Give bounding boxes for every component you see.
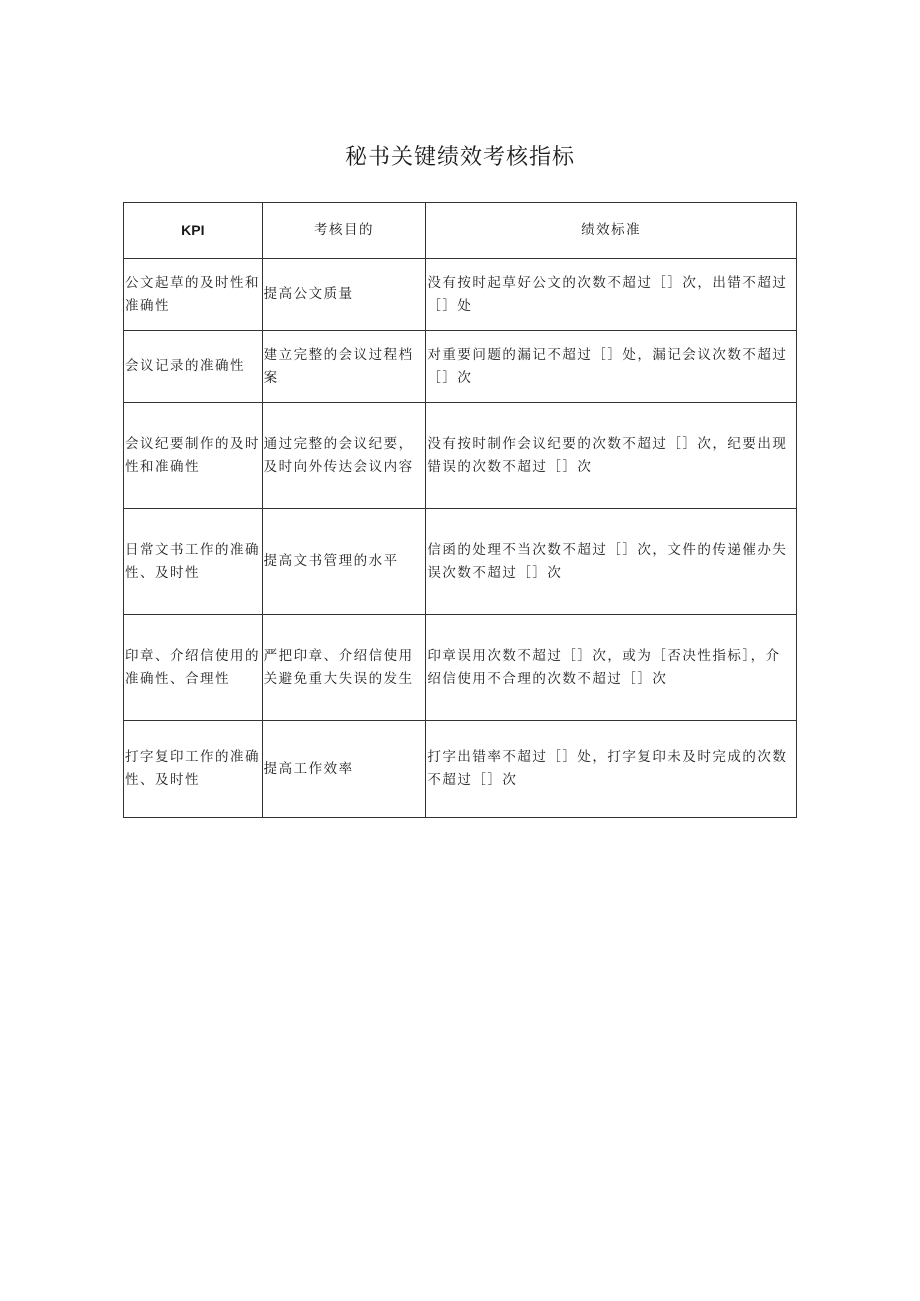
standard-cell: 没有按时制作会议纪要的次数不超过［］次，纪要出现错误的次数不超过［］次 xyxy=(426,403,797,509)
kpi-cell: 会议记录的准确性 xyxy=(124,331,263,403)
table-row xyxy=(124,331,797,403)
standard-cell: 信函的处理不当次数不超过［］次，文件的传递催办失误次数不超过［］次 xyxy=(426,509,797,615)
standard-cell: 没有按时起草好公文的次数不超过［］次，出错不超过［］处 xyxy=(426,259,797,331)
header-kpi: KPI xyxy=(124,203,263,259)
kpi-cell: 公文起草的及时性和准确性 xyxy=(124,259,263,331)
purpose-cell: 建立完整的会议过程档案 xyxy=(262,331,426,403)
header-purpose: 考核目的 xyxy=(262,203,426,259)
purpose-cell: 提高文书管理的水平 xyxy=(262,509,426,615)
standard-cell: 对重要问题的漏记不超过［］处，漏记会议次数不超过［］次 xyxy=(426,331,797,403)
table-row xyxy=(124,259,797,331)
kpi-cell: 日常文书工作的准确性、及时性 xyxy=(124,509,263,615)
table-row xyxy=(124,509,797,615)
table-row xyxy=(124,721,797,818)
table-header-row xyxy=(124,203,797,259)
purpose-cell: 严把印章、介绍信使用关避免重大失误的发生 xyxy=(262,615,426,721)
purpose-cell: 通过完整的会议纪要，及时向外传达会议内容 xyxy=(262,403,426,509)
kpi-cell: 会议纪要制作的及时性和准确性 xyxy=(124,403,263,509)
standard-cell: 印章误用次数不超过［］次，或为［否决性指标］，介绍信使用不合理的次数不超过［］次 xyxy=(426,615,797,721)
purpose-cell: 提高公文质量 xyxy=(262,259,426,331)
standard-cell: 打字出错率不超过［］处，打字复印未及时完成的次数不超过［］次 xyxy=(426,721,797,818)
kpi-cell: 印章、介绍信使用的准确性、合理性 xyxy=(124,615,263,721)
header-standard: 绩效标准 xyxy=(426,203,797,259)
kpi-table xyxy=(123,202,797,818)
page-title: 秘书关键绩效考核指标 xyxy=(344,145,575,170)
table-row xyxy=(124,403,797,509)
table-row xyxy=(124,615,797,721)
purpose-cell: 提高工作效率 xyxy=(262,721,426,818)
kpi-cell: 打字复印工作的准确性、及时性 xyxy=(124,721,263,818)
